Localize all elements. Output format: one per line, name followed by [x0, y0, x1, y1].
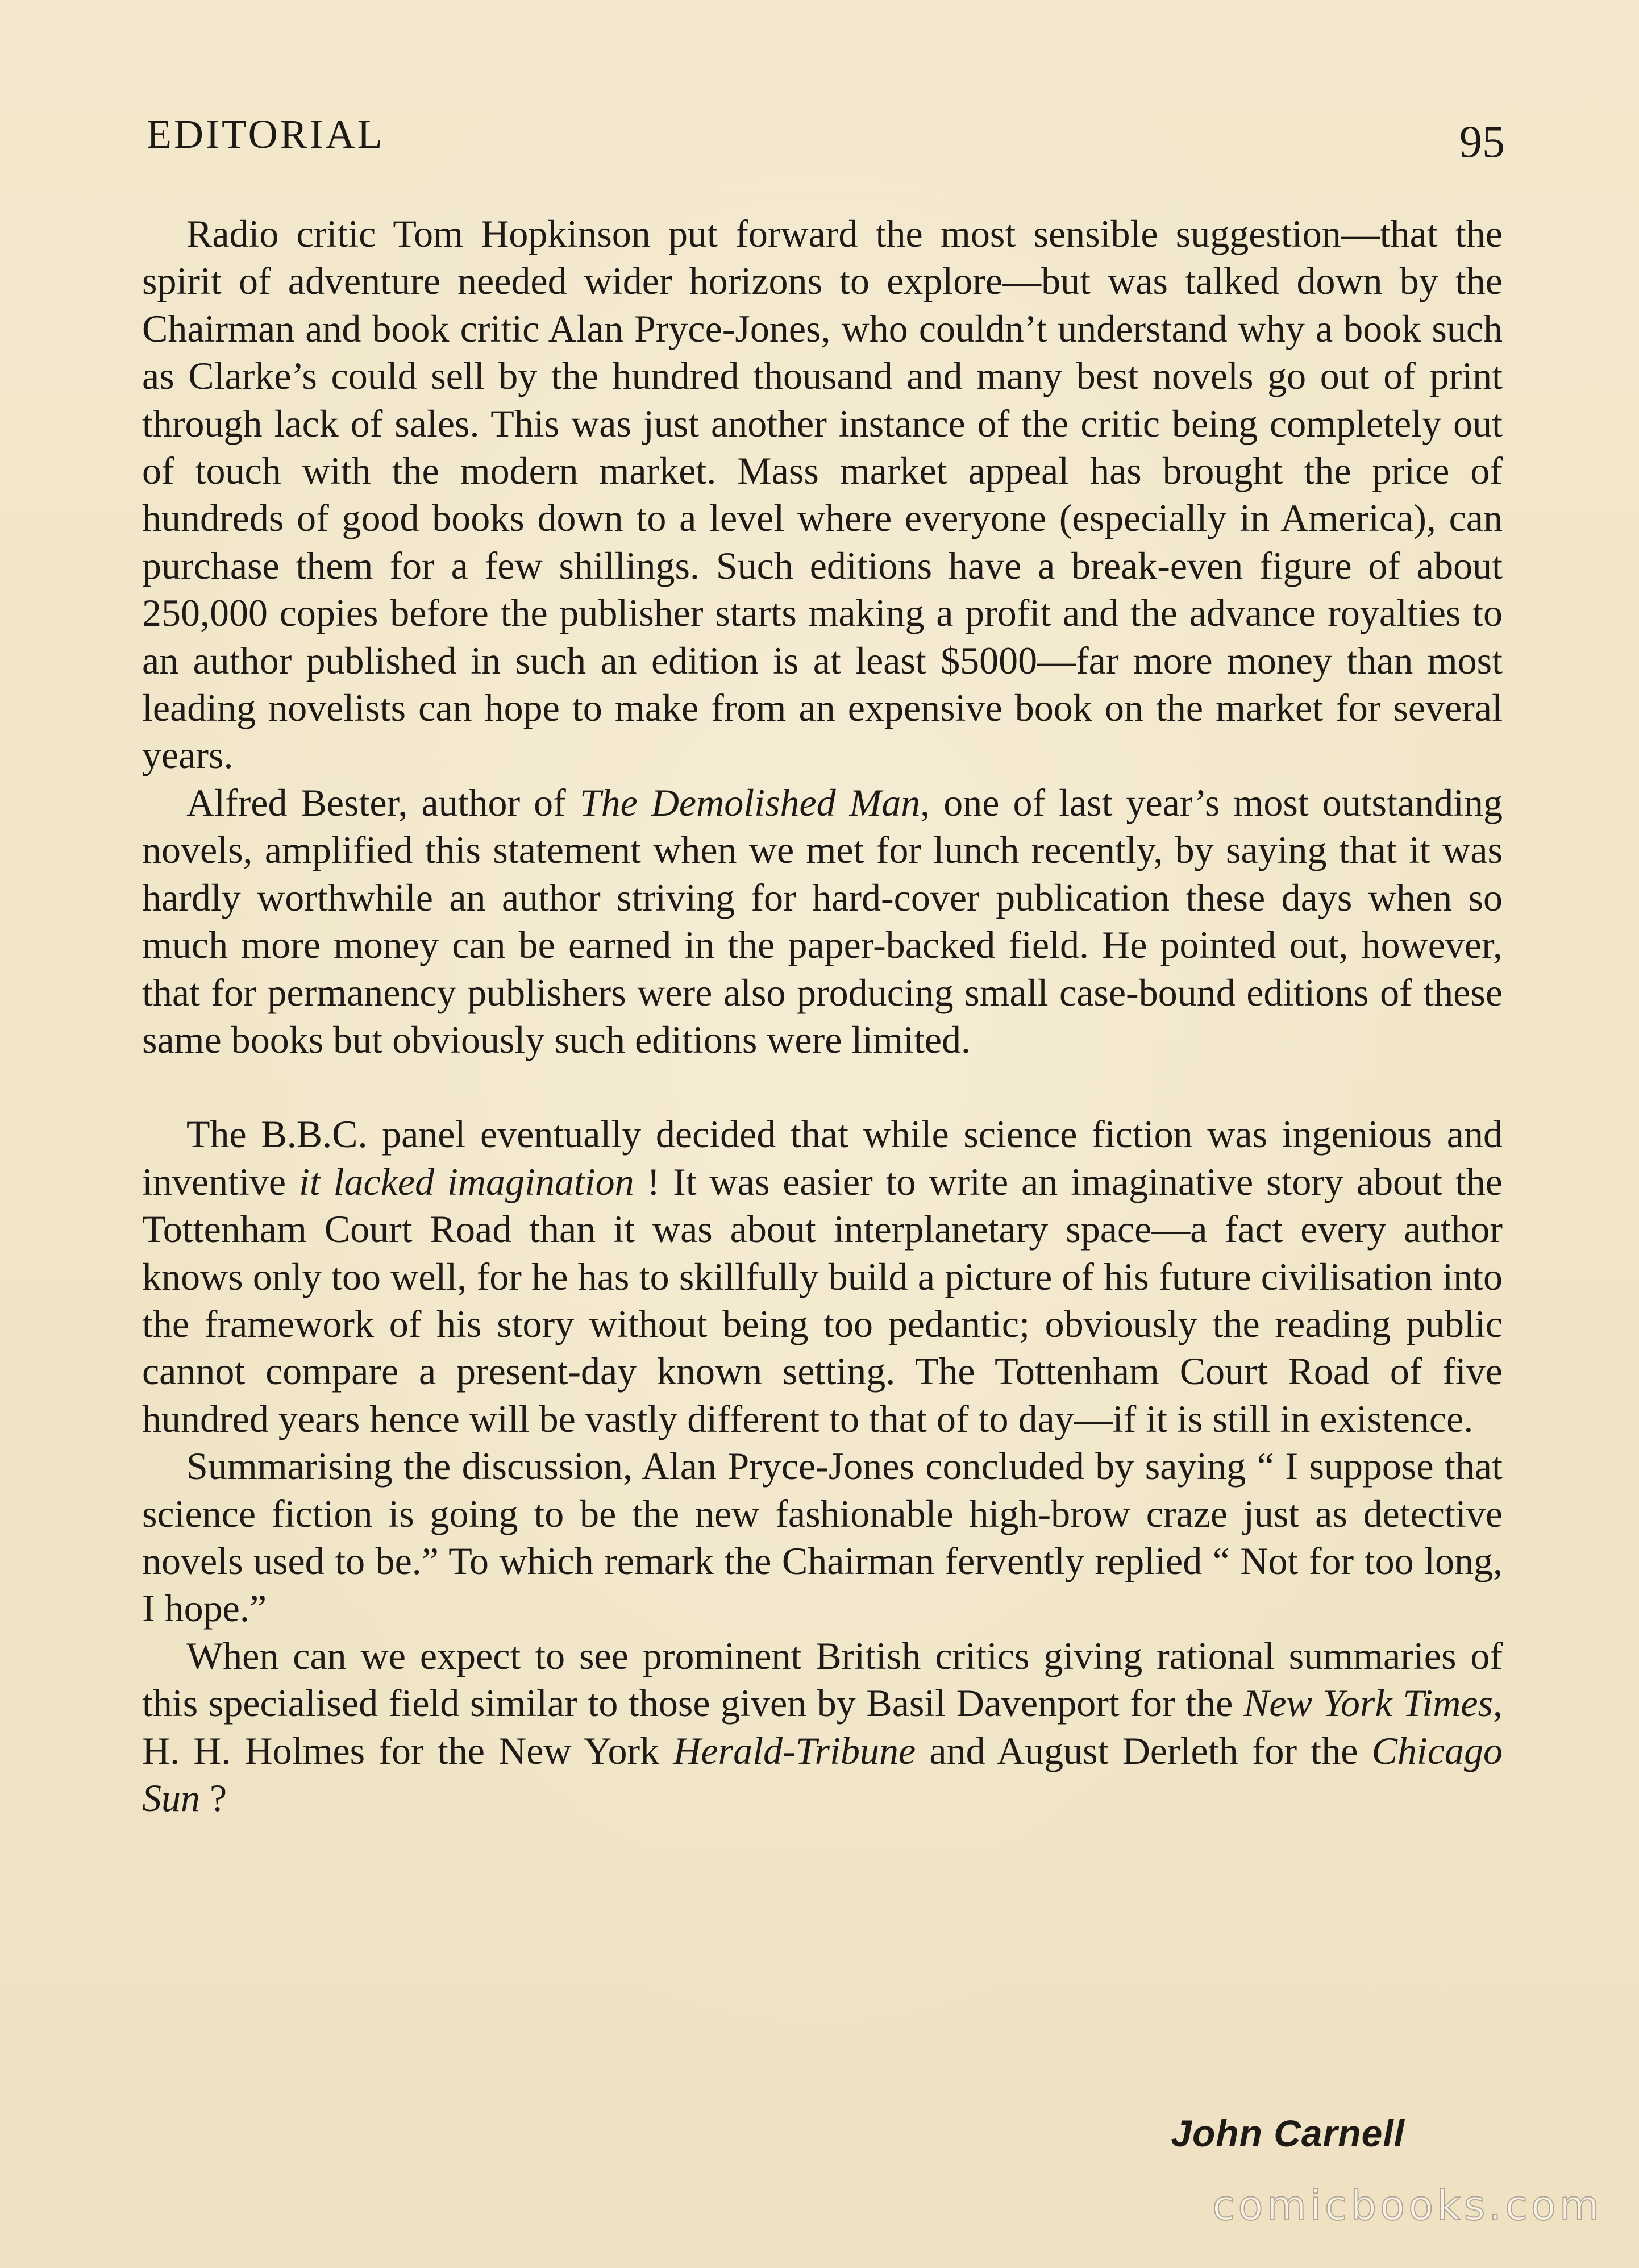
text-run: , one of last year’s most outstanding novels, amplified this statement when we met for lunch recently, by saying that it was hardly worthwhile an author striving for hard-cover publication these days when so much more money can be earned in the paper-backed field. He pointed out, however, that for permanency publishers were also producing small case-bound editions of these same books but obviously such editions were limited. — [142, 780, 1503, 1061]
text-run: and August Derleth for the — [916, 1729, 1372, 1772]
text-run: ! It was easier to write an imaginative story about the Tottenham Court Road than it was about interplanetary space—a fact every author knows only too well, for he has to skillfully build a picture of his future civilisation into the framework of his story without being too pedantic; obviously the reading public cannot compare a present-day known setting. The Tottenham Court Road of five hundred years hence will be vastly different to that of to day—if it is still in existence. — [142, 1160, 1503, 1440]
running-head: EDITORIAL — [147, 111, 385, 157]
italic-title: The Demolished Man — [579, 780, 921, 824]
watermark: comicbooks.com — [1212, 2182, 1603, 2229]
text-run: , H. H. Holmes for the New York — [142, 1681, 1503, 1772]
italic-title: Herald-Tribune — [673, 1729, 916, 1772]
italic-title: Chicago Sun — [142, 1729, 1503, 1820]
author-signature: John Carnell — [1171, 2112, 1405, 2154]
paragraph-4 — [142, 1443, 1503, 1633]
text-run: ? — [200, 1776, 227, 1820]
paragraph-3 — [142, 1111, 1503, 1443]
editorial-body — [142, 210, 1503, 1822]
text-run: Summarising the discussion, Alan Pryce-Jones concluded by saying “ I suppose that science fiction is going to be the new fashionable high-brow craze just as detective novels used to be.” To which remark the Chairman fervently replied “ Not for too long, I hope.” — [142, 1444, 1503, 1630]
text-run: Radio critic Tom Hopkinson put forward the most sensible suggestion—that the spirit of adventure needed wider horizons to explore—but was talked down by the Chairman and book critic Alan Pryce-Jones, who couldn’t understand why a book such as Clarke’s could sell by the hundred thousand and many best novels go out of print through lack of sales. This was just another instance of the critic being completely out of touch with the modern market. Mass market appeal has brought the price of hundreds of good books down to a level where everyone (especially in America), can purchase them for a few shillings. Such editions have a break-even figure of about 250,000 copies before the publisher starts making a profit and the advance royalties to an author published in such an edition is at least $5000—far more money than most leading novelists can hope to make from an expensive book on the market for several years. — [142, 212, 1503, 777]
text-run: When can we expect to see prominent British critics giving rational summaries of this specialised field similar to those given by Basil Davenport for the — [142, 1634, 1503, 1725]
page-number: 95 — [1459, 117, 1505, 167]
italic-title: New York Times — [1243, 1681, 1494, 1725]
paragraph-5 — [142, 1633, 1503, 1822]
paragraph-2 — [142, 779, 1503, 1064]
italic-title: it lacked imagination — [298, 1160, 634, 1203]
paragraph-1 — [142, 210, 1503, 779]
text-run: Alfred Bester, author of — [186, 780, 580, 824]
text-run: The B.B.C. panel eventually decided that while science fiction was ingenious and inventive — [142, 1112, 1503, 1203]
